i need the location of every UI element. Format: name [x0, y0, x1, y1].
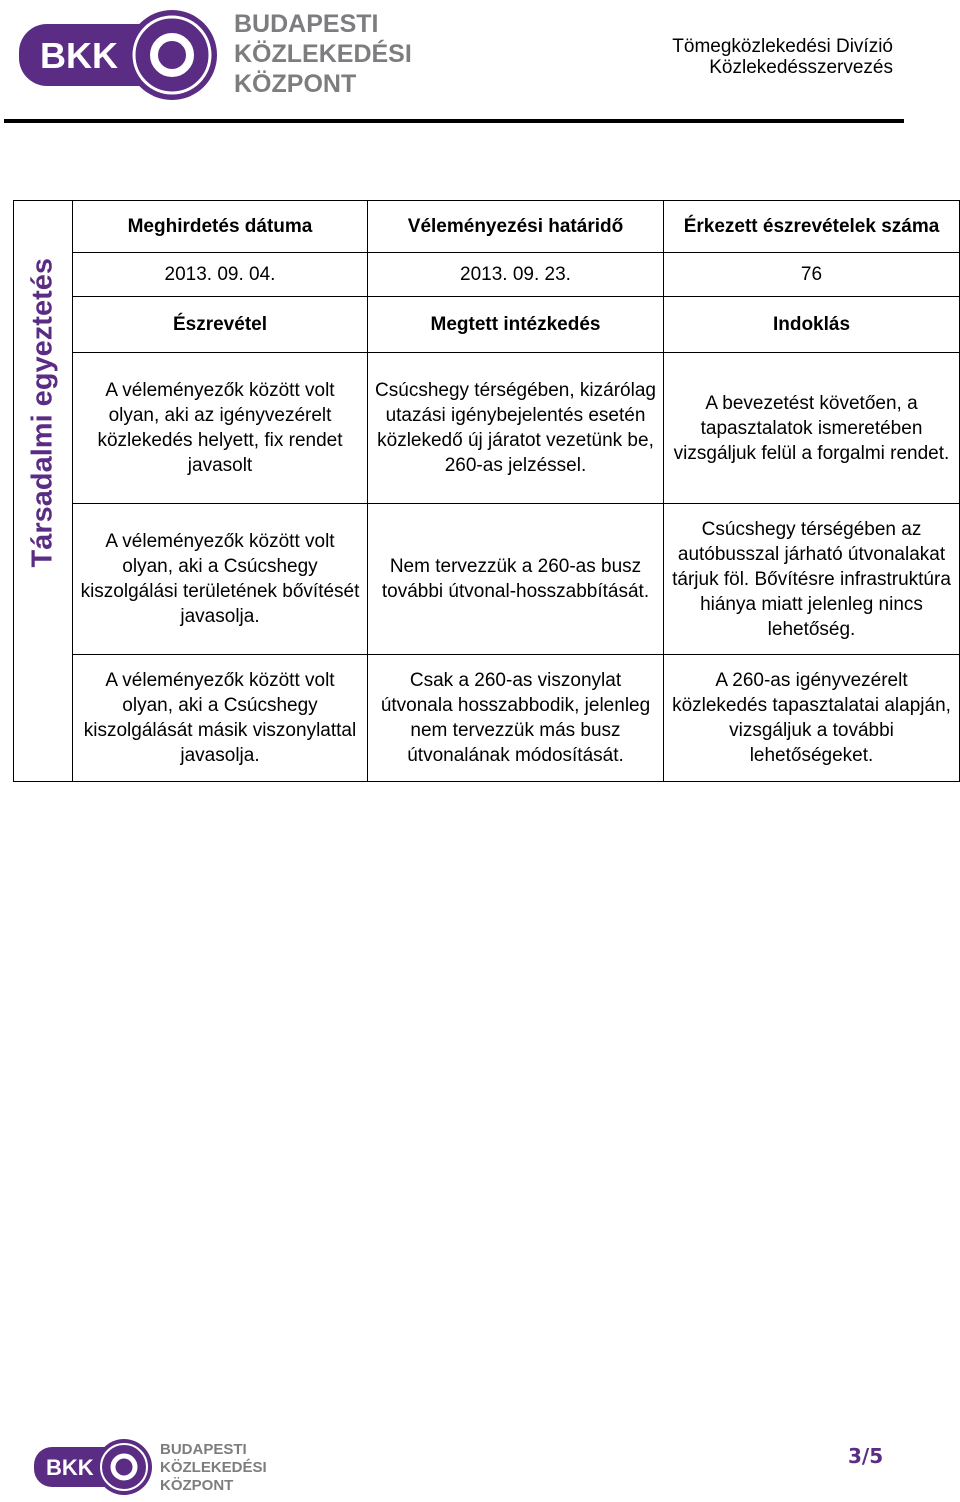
action-cell: Csúcshegy térségében, kizárólag utazási igénybejelentés esetén közlekedő új járatot vezetünk be, 260-as jelzéssel.	[368, 353, 664, 504]
comment-header: Észrevétel	[73, 297, 368, 353]
bkk-logo-icon	[32, 1437, 282, 1497]
table-row	[14, 504, 960, 655]
reason-header: Indoklás	[664, 297, 960, 353]
header-divider	[4, 119, 904, 123]
svg-text:BUDAPESTI: BUDAPESTI	[160, 1441, 247, 1458]
top-header-row	[14, 201, 960, 253]
footer-logo	[32, 1437, 282, 1502]
announce-date: 2013. 09. 04.	[73, 253, 368, 297]
table-row	[14, 655, 960, 782]
side-label-cell	[14, 258, 73, 782]
svg-text:KÖZLEKEDÉSI: KÖZLEKEDÉSI	[234, 40, 412, 68]
table-row	[14, 353, 960, 504]
side-label: Társadalmi egyeztetés	[26, 258, 59, 568]
reason-cell: A 260-as igényvezérelt közlekedés tapasztalatai alapján, vizsgáljuk a további lehetőségeket.	[664, 655, 960, 782]
reason-cell: A bevezetést követően, a tapasztalatok ismeretében vizsgáljuk felül a forgalmi rendet.	[664, 353, 960, 504]
header-division-block	[672, 36, 893, 78]
svg-text:KÖZLEKEDÉSI: KÖZLEKEDÉSI	[160, 1459, 267, 1476]
action-header: Megtett intézkedés	[368, 297, 664, 353]
division-title: Tömegközlekedési Divízió	[672, 36, 893, 57]
page-number: 3/5	[848, 1444, 884, 1468]
svg-text:KÖZPONT: KÖZPONT	[234, 70, 357, 98]
header-logo	[16, 6, 426, 109]
deadline-header: Véleményezési határidő	[368, 201, 664, 253]
svg-text:BUDAPESTI: BUDAPESTI	[234, 10, 379, 38]
comment-cell: A véleményezők között volt olyan, aki a Csúcshegy kiszolgálási területének bővítését javasolja.	[73, 504, 368, 655]
svg-text:BKK: BKK	[40, 35, 118, 76]
side-spacer	[14, 201, 73, 253]
comment-count-header: Érkezett észrevételek száma	[664, 201, 960, 253]
column-header-row	[14, 297, 960, 353]
consultation-table	[13, 200, 960, 782]
svg-text:KÖZPONT: KÖZPONT	[160, 1477, 234, 1494]
svg-text:BKK: BKK	[46, 1455, 94, 1480]
action-cell: Csak a 260-as viszonylat útvonala hosszabbodik, jelenleg nem tervezzük más busz útvonalának módosítását.	[368, 655, 664, 782]
deadline-date: 2013. 09. 23.	[368, 253, 664, 297]
department-title: Közlekedésszervezés	[709, 57, 893, 78]
comment-count: 76	[664, 253, 960, 297]
announce-date-header: Meghirdetés dátuma	[73, 201, 368, 253]
action-cell: Nem tervezzük a 260-as busz további útvonal-hosszabbítását.	[368, 504, 664, 655]
bkk-logo-icon	[16, 6, 426, 104]
reason-cell: Csúcshegy térségében az autóbusszal járható útvonalakat tárjuk föl. Bővítésre infrastruktúra hiánya miatt jelenleg nincs lehetőség.	[664, 504, 960, 655]
top-value-row	[14, 253, 960, 297]
comment-cell: A véleményezők között volt olyan, aki az igényvezérelt közlekedés helyett, fix rendet javasolt	[73, 353, 368, 504]
comment-cell: A véleményezők között volt olyan, aki a Csúcshegy kiszolgálását másik viszonylattal javasolja.	[73, 655, 368, 782]
